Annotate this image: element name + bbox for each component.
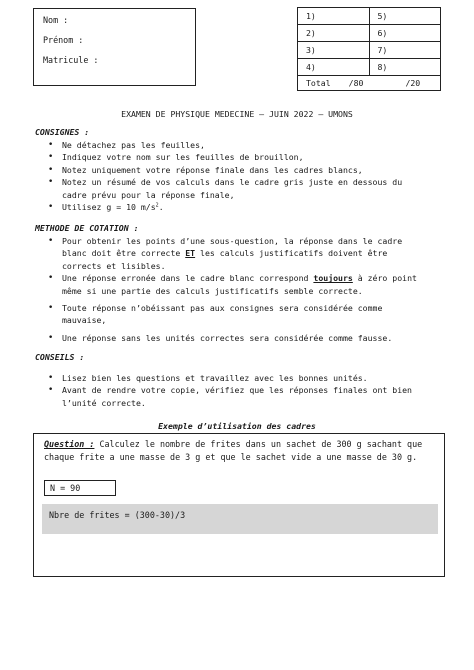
score-table xyxy=(297,7,441,91)
score-cell: 8) xyxy=(369,59,441,76)
conseils-heading: CONSEILS : xyxy=(35,352,85,362)
score-cell: 7) xyxy=(369,42,441,59)
methode-heading: METHODE DE COTATION : xyxy=(35,223,139,233)
list-item: • Utilisez g = 10 $m/s^2$. xyxy=(35,201,425,213)
exam-title: EXAMEN DE PHYSIQUE MEDECINE – JUIN 2022 – UMONS xyxy=(121,109,353,119)
methode-list-3 xyxy=(35,332,425,344)
answer-box[interactable]: N = 90 xyxy=(44,480,116,496)
score-cell: 2) xyxy=(298,25,370,42)
score-total-cell xyxy=(298,76,441,91)
example-question xyxy=(44,438,436,463)
list-item: • Notez un résumé de vos calculs dans le cadre gris juste en dessous du cadre prévu pour la réponse finale, xyxy=(35,176,425,201)
score-cell: 1) xyxy=(298,8,370,25)
score-cell: 6) xyxy=(369,25,441,42)
conseils-list xyxy=(35,372,425,409)
list-item: • Lisez bien les questions et travaillez avec les bonnes unités. xyxy=(35,372,425,384)
toujours-emphasis: toujours xyxy=(313,273,353,284)
score-row xyxy=(298,8,441,25)
list-item: • Pour obtenir les points d’une sous-question, la réponse dans le cadre blanc doit être correcte ET les calculs justificatifs doivent être corrects et lisibles. xyxy=(35,235,425,272)
score-cell: 4) xyxy=(298,59,370,76)
total-out-of-20: /20 xyxy=(405,77,421,88)
example-title: Exemple d’utilisation des cadres xyxy=(158,421,316,431)
prenom-label: Prénom : xyxy=(43,35,84,45)
total-out-of-80: /80 xyxy=(348,77,364,88)
list-item: • Une réponse sans les unités correctes sera considérée comme fausse. xyxy=(35,332,425,344)
list-item: • Avant de rendre votre copie, vérifiez que les réponses finales ont bien l’unité correcte. xyxy=(35,384,425,409)
nom-label: Nom : xyxy=(43,15,69,25)
list-item: • Indiquez votre nom sur les feuilles de brouillon, xyxy=(35,151,425,163)
list-item: • Notez uniquement votre réponse finale dans les cadres blancs, xyxy=(35,164,425,176)
methode-list xyxy=(35,235,425,297)
score-total-row xyxy=(298,76,441,91)
identity-box xyxy=(33,8,196,86)
et-emphasis: ET xyxy=(185,248,196,259)
calculation-box[interactable]: Nbre de frites = (300-30)/3 xyxy=(42,504,438,534)
question-label: Question : xyxy=(44,439,95,449)
total-label: Total xyxy=(306,77,331,88)
score-row xyxy=(298,42,441,59)
score-cell: 3) xyxy=(298,42,370,59)
list-item: • Toute réponse n’obéissant pas aux consignes sera considérée comme mauvaise, xyxy=(35,302,425,327)
score-row xyxy=(298,25,441,42)
question-text: Calculez le nombre de frites dans un sachet de 300 g sachant que chaque frite a une masse de 3 g et que le sachet vide a une masse de 30 g. xyxy=(44,439,423,462)
list-item: • Une réponse erronée dans le cadre blanc correspond toujours à zéro point même si une partie des calculs justificatifs semble correcte. xyxy=(35,272,425,297)
matricule-label: Matricule : xyxy=(43,55,99,65)
score-row xyxy=(298,59,441,76)
list-item: • Ne détachez pas les feuilles, xyxy=(35,139,425,151)
consignes-list xyxy=(35,139,425,213)
score-cell: 5) xyxy=(369,8,441,25)
methode-list-2 xyxy=(35,302,425,327)
consignes-heading: CONSIGNES : xyxy=(35,127,90,137)
